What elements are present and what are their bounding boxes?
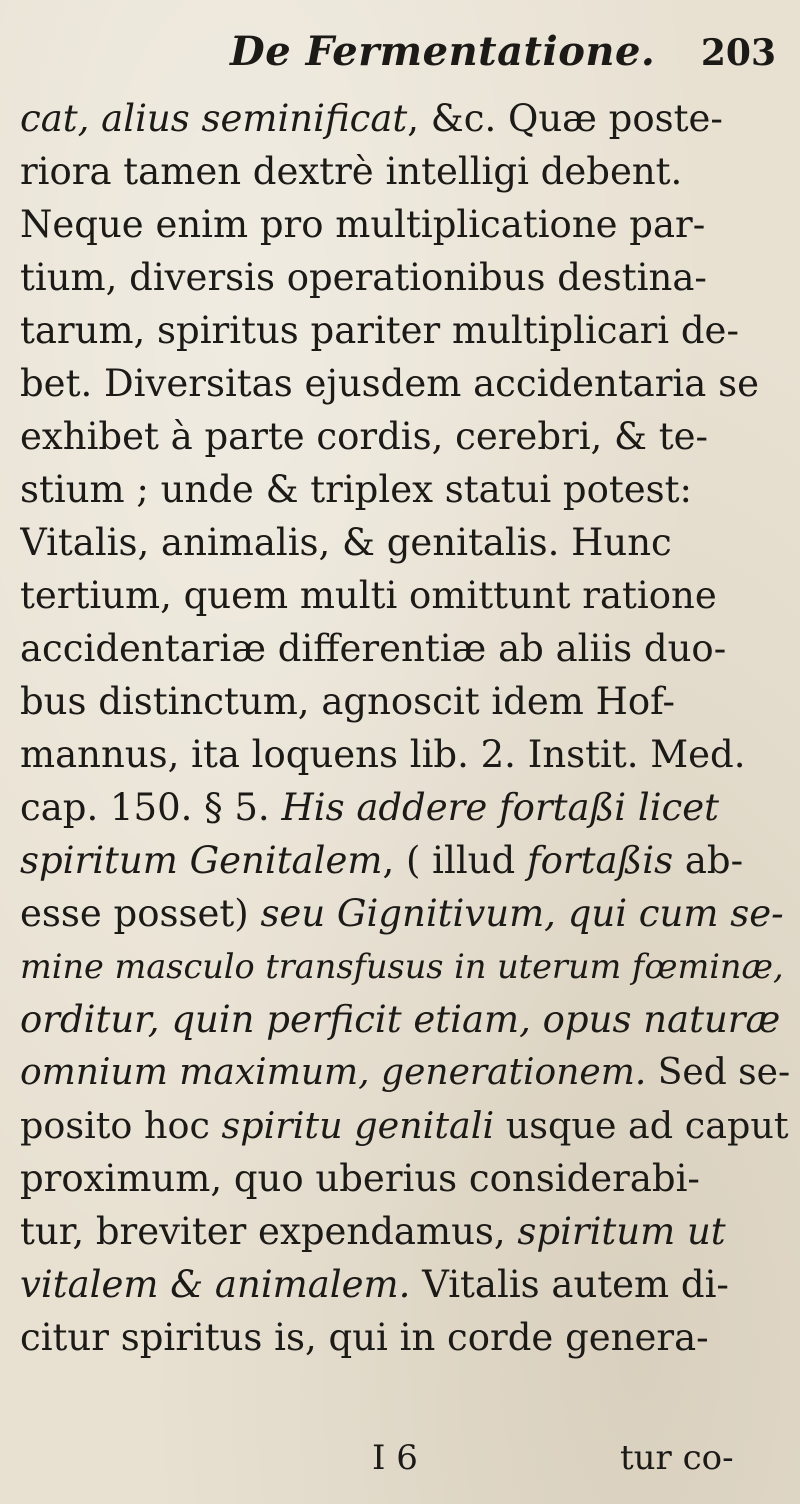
text-line [20,516,790,569]
running-title: De Fermentatione. [230,28,656,75]
text-line [20,1152,790,1205]
running-head [40,28,782,88]
roman-text: Vitalis autem di- [410,1263,729,1306]
text-line [20,1258,790,1311]
roman-text: tur, breviter expendamus, [20,1210,518,1253]
roman-text: stium ; unde & triplex statui potest: [20,468,692,511]
text-line [20,410,790,463]
text-line [20,834,790,887]
body-text [20,92,790,1364]
roman-text: bus distinctum, agnoscit idem Hof- [20,680,676,723]
text-line [20,92,790,145]
roman-text: mannus, ita loquens lib. 2. Instit. Med. [20,733,746,776]
italic-text: His addere fortaßi licet [281,786,720,829]
roman-text: ab- [673,839,744,882]
roman-text: usque ad caput [494,1104,789,1147]
text-line [20,940,790,993]
text-line [20,622,790,675]
roman-text: riora tamen dextrè intelligi debent. [20,150,683,193]
roman-text: cap. 150. § 5. [20,786,282,829]
roman-text: Neque enim pro multiplicatione par- [20,203,706,246]
text-line [20,145,790,198]
italic-text: seu Gignitivum, qui cum se- [260,892,784,935]
italic-text: cat, alius seminificat [20,97,408,140]
roman-text: tertium, quem multi omittunt ratione [20,574,717,617]
roman-text: Vitalis, animalis, & genitalis. Hunc [20,521,672,564]
text-line [20,675,790,728]
page-number: 203 [700,32,776,74]
roman-text: posito hoc [20,1104,222,1147]
text-line [20,1311,790,1364]
text-line [20,569,790,622]
italic-text: spiritum ut [517,1210,726,1253]
roman-text: bet. Diversitas ejusdem accidentaria se [20,362,759,405]
italic-text: omnium maximum, generationem. [20,1052,647,1093]
roman-text: proximum, quo uberius considerabi- [20,1157,700,1200]
roman-text: esse posset) [20,892,261,935]
text-line [20,728,790,781]
roman-text: citur spiritus is, qui in corde genera- [20,1316,709,1359]
text-line [20,251,790,304]
text-line [20,1099,790,1152]
italic-text: spiritum Genitalem [20,839,383,882]
roman-text: accidentariæ differentiæ ab aliis duo- [20,627,727,670]
text-line [20,463,790,516]
text-line [20,781,790,834]
text-line [20,1046,790,1099]
roman-text: tarum, spiritus pariter multiplicari de- [20,309,739,352]
catchword: tur co- [620,1438,734,1478]
text-line [20,887,790,940]
roman-text: tium, diversis operationibus destina- [20,256,707,299]
roman-text: , &c. Quæ poste- [407,97,723,140]
roman-text: , ( illud [382,839,527,882]
roman-text: Sed se- [646,1052,790,1093]
signature-mark: I 6 [372,1438,418,1478]
text-line [20,198,790,251]
italic-text: fortaßis [526,839,674,882]
text-line [20,993,790,1046]
italic-text: mine masculo transfusus in uterum fœminæ, [20,947,784,986]
roman-text: exhibet à parte cordis, cerebri, & te- [20,415,709,458]
text-line [20,1205,790,1258]
text-line [20,304,790,357]
italic-text: spiritu genitali [221,1104,495,1147]
italic-text: orditur, quin perficit etiam, opus naturæ [20,998,781,1041]
page-footer [0,1438,800,1488]
text-line [20,357,790,410]
italic-text: vitalem & animalem. [20,1263,411,1306]
